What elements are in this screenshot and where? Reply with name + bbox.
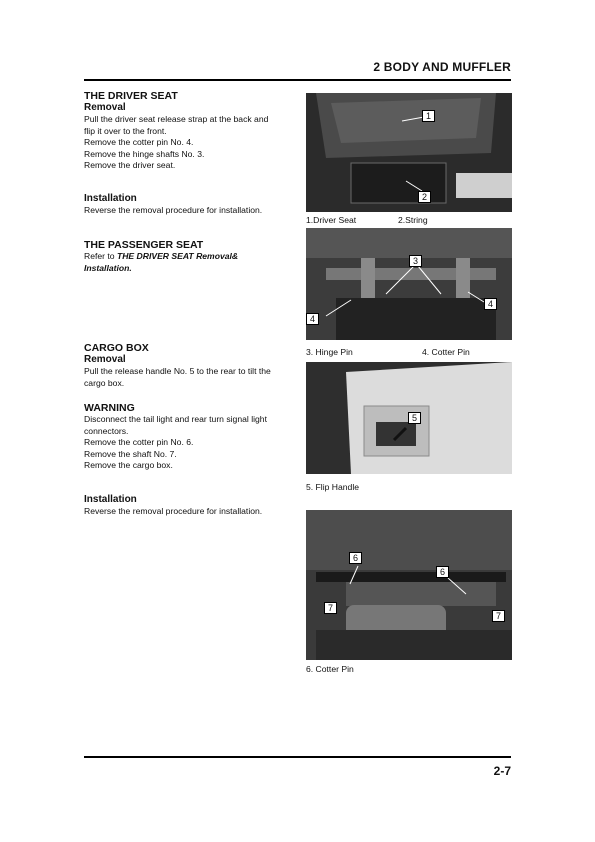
reference-target: THE DRIVER SEAT Removal& (116, 251, 239, 261)
warning-line: connectors. (84, 425, 129, 436)
cargo-box-section (84, 342, 299, 389)
driver-seat-step: Pull the driver seat release strap at the back and (84, 114, 269, 124)
warning-line: Remove the cotter pin No. 6. (84, 437, 194, 448)
warning-line: Remove the cargo box. (84, 460, 173, 471)
cargo-box-installation-heading: Installation (84, 494, 137, 505)
fig2-caption-cotter-pin: 4. Cotter Pin (422, 347, 470, 357)
passenger-seat-section (84, 239, 299, 274)
warning-line: Remove the shaft No. 7. (84, 448, 177, 459)
driver-seat-installation-heading: Installation (84, 193, 137, 204)
fig1-caption-string: 2.String (398, 215, 428, 225)
fig1-caption-driver-seat: 1.Driver Seat (306, 215, 357, 225)
warning-heading: WARNING (84, 402, 135, 414)
fig2-caption-hinge-pin: 3. Hinge Pin (306, 347, 353, 357)
driver-seat-installation-text: Reverse the removal procedure for installation. (84, 205, 263, 215)
driver-seat-step: Remove the driver seat. (84, 160, 176, 171)
warning-line: Disconnect the tail light and rear turn signal light (84, 414, 267, 424)
callout-3: 3 (409, 255, 422, 267)
cargo-box-removal-heading: Removal (84, 354, 126, 365)
driver-seat-section (84, 90, 299, 172)
flip-handle-photo (306, 362, 512, 474)
passenger-seat-reference (84, 251, 299, 263)
callout-4-right: 4 (484, 298, 497, 310)
fig4-caption-cotter-pin: 6. Cotter Pin (306, 664, 354, 674)
callout-7-left: 7 (324, 602, 337, 614)
hinge-pin-illustration (306, 228, 512, 340)
cargo-cotter-pin-illustration (306, 510, 512, 660)
callout-1: 1 (422, 110, 435, 122)
callout-4-left: 4 (306, 313, 319, 325)
callout-6-left: 6 (349, 552, 362, 564)
driver-seat-removal-heading: Removal (84, 102, 126, 113)
section-header: 2 BODY AND MUFFLER (373, 60, 511, 74)
callout-6-right: 6 (436, 566, 449, 578)
cargo-box-title: CARGO BOX (84, 342, 149, 354)
reference-target-cont: Installation. (84, 262, 132, 273)
driver-seat-step: flip it over to the front. (84, 125, 167, 136)
driver-seat-photo (306, 93, 512, 212)
driver-seat-title: THE DRIVER SEAT (84, 90, 178, 102)
cargo-box-step: Pull the release handle No. 5 to the rear to tilt the (84, 366, 271, 376)
cargo-box-step: cargo box. (84, 377, 125, 388)
callout-7-right: 7 (492, 610, 505, 622)
cargo-box-installation (84, 494, 299, 518)
fig3-caption-flip-handle: 5. Flip Handle (306, 482, 360, 492)
hinge-pin-photo (306, 228, 512, 340)
header-divider (84, 79, 511, 81)
driver-seat-step: Remove the cotter pin No. 4. (84, 137, 194, 148)
passenger-seat-title: THE PASSENGER SEAT (84, 239, 204, 251)
page-number: 2-7 (493, 764, 511, 778)
footer-divider (84, 756, 511, 758)
reference-prefix: Refer to (84, 251, 117, 261)
passenger-seat-reference-cont (84, 263, 299, 275)
cargo-cotter-pin-photo (306, 510, 512, 660)
driver-seat-step: Remove the hinge shafts No. 3. (84, 148, 205, 159)
callout-5: 5 (408, 412, 421, 424)
driver-seat-installation (84, 193, 299, 217)
callout-2: 2 (418, 191, 431, 203)
driver-seat-illustration (306, 93, 512, 212)
cargo-box-installation-text: Reverse the removal procedure for installation. (84, 506, 263, 516)
cargo-box-warning (84, 402, 299, 472)
